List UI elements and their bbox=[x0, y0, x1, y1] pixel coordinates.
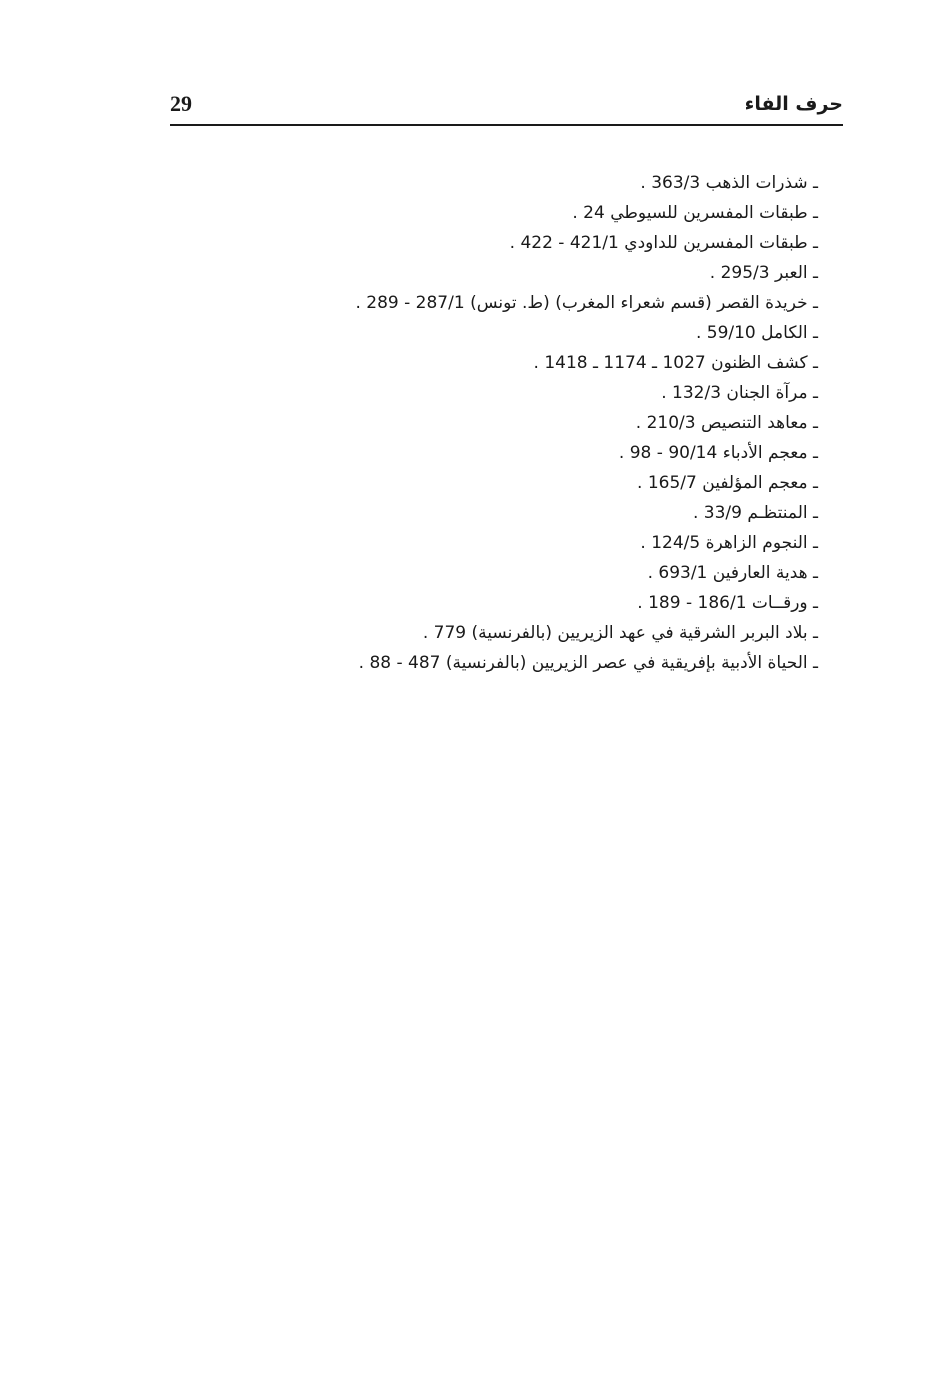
page-number: 29 bbox=[170, 91, 192, 116]
reference-entry: ـ العبر 295/3 . bbox=[709, 263, 818, 283]
reference-entry: ـ بلاد البربر الشرقية في عهد الزيريين (بالفرنسية) 779 . bbox=[422, 623, 818, 643]
reference-entry: ـ الكامل 59/10 . bbox=[695, 323, 818, 343]
reference-entry: ـ شذرات الذهب 363/3 . bbox=[640, 173, 818, 193]
reference-entry: ـ طبقات المفسرين للداودي 421/1 - 422 . bbox=[509, 233, 818, 253]
reference-entry: ـ معاهد التنصيص 210/3 . bbox=[635, 413, 818, 433]
references-list bbox=[298, 168, 818, 678]
reference-entry: ـ هدية العارفين 693/1 . bbox=[647, 563, 818, 583]
reference-entry: ـ خريدة القصر (قسم شعراء المغرب) (ط. تونس) 287/1 - 289 . bbox=[355, 293, 818, 313]
reference-entry: ـ طبقات المفسرين للسيوطي 24 . bbox=[572, 203, 818, 223]
running-title: حرف الفاء bbox=[744, 93, 843, 115]
reference-entry: ـ معجم المؤلفين 165/7 . bbox=[637, 473, 818, 493]
reference-entry: ـ كشف الظنون 1027 ـ 1174 ـ 1418 . bbox=[533, 353, 818, 373]
reference-entry: ـ الحياة الأدبية بإفريقية في عصر الزيريين (بالفرنسية) 487 - 88 . bbox=[358, 653, 818, 673]
reference-entry: ـ المنتظـم 33/9 . bbox=[692, 503, 818, 523]
reference-entry: ـ ورقــات 186/1 - 189 . bbox=[637, 593, 818, 613]
page-header bbox=[170, 88, 843, 126]
reference-entry: ـ مرآة الجنان 132/3 . bbox=[661, 383, 818, 403]
reference-entry: ـ معجم الأدباء 90/14 - 98 . bbox=[618, 443, 818, 463]
reference-entry: ـ النجوم الزاهرة 124/5 . bbox=[640, 533, 818, 553]
